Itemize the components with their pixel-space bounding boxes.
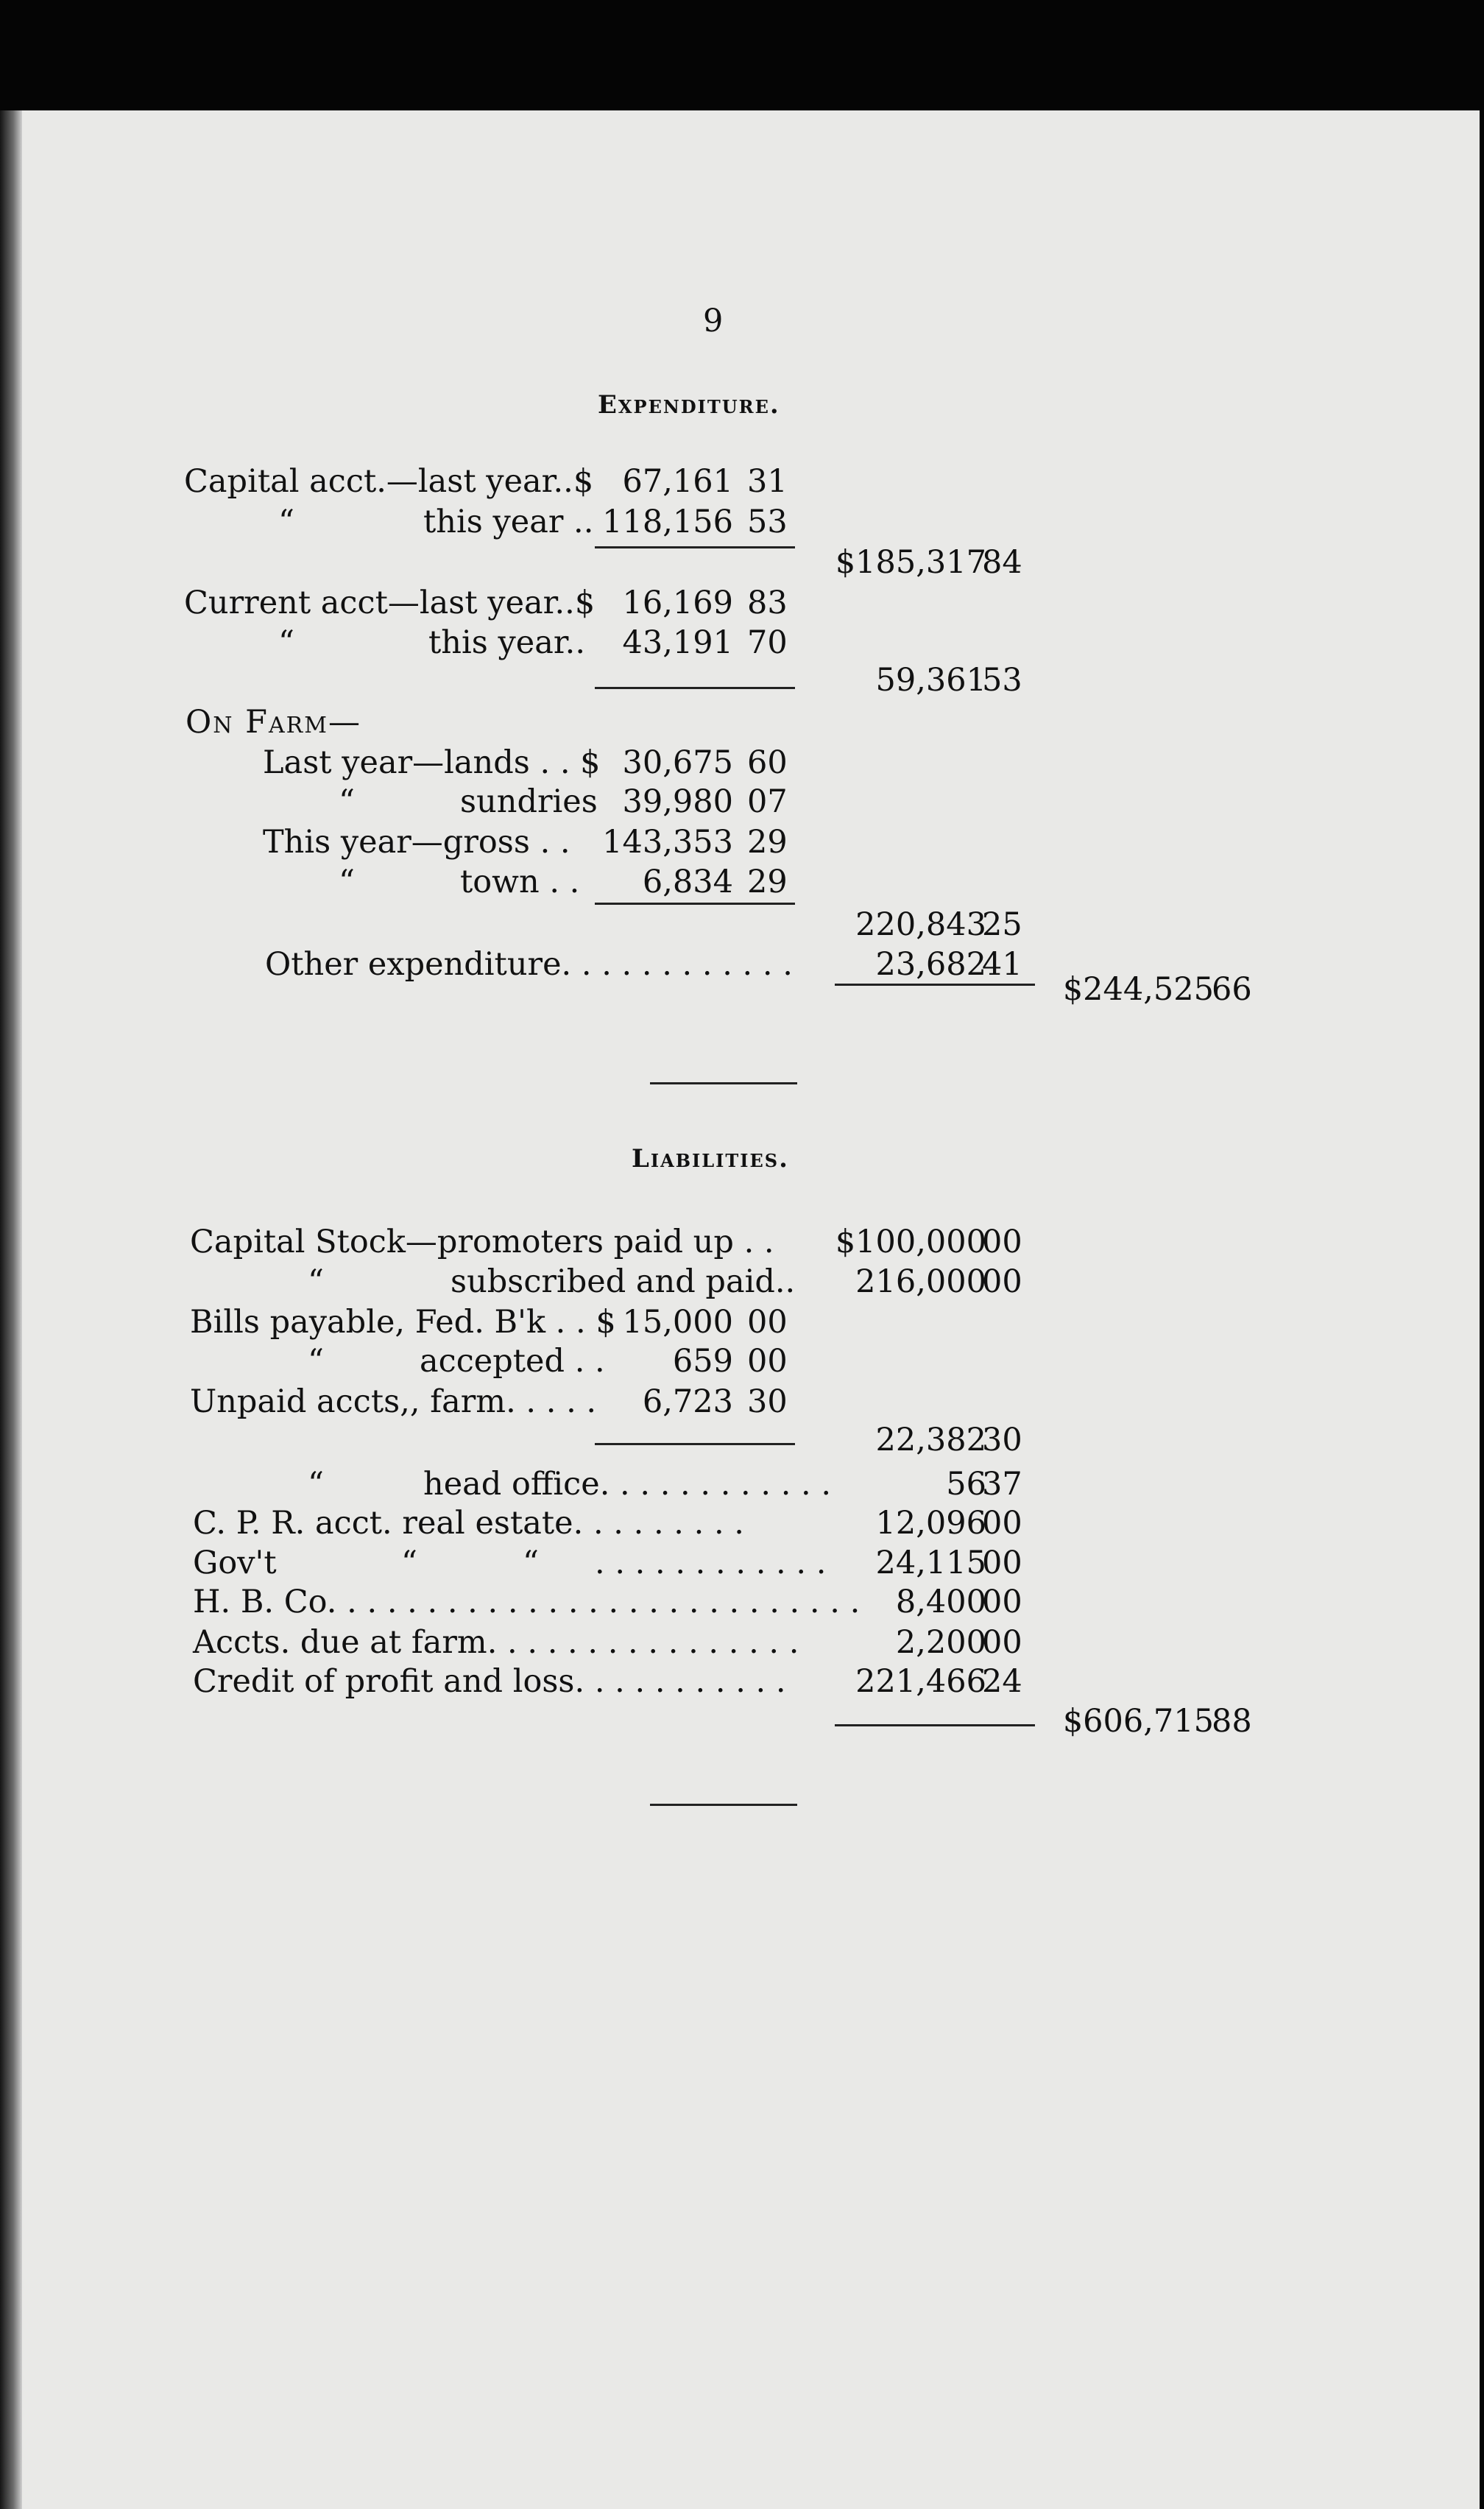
liabilities-subtotal-cents: 30	[982, 1422, 1022, 1458]
capital-last-year-cents: 31	[747, 463, 788, 500]
expenditure-heading: Expenditure.	[598, 390, 780, 420]
subscribed-cents: 00	[982, 1263, 1022, 1300]
govt-dots: . . . . . . . . . . . .	[595, 1545, 827, 1581]
farm-total-dollars: 220,843	[855, 906, 986, 943]
town-ditto: “	[339, 864, 355, 900]
town-dollars: 6,834	[642, 864, 733, 900]
closing-separator-rule	[650, 1804, 797, 1806]
hbco-dollars: 8,400	[895, 1584, 986, 1620]
current-subtotal-rule	[595, 687, 795, 689]
current-this-year-ditto: “	[278, 624, 294, 661]
unpaid-accts-label: Unpaid accts,, farm. . . . .	[190, 1383, 597, 1420]
current-this-year-dollars: 43,191	[622, 624, 733, 661]
govt-ditto-2: “	[523, 1545, 539, 1581]
cpr-real-estate-dollars: 12,096	[875, 1505, 986, 1542]
page-gutter-shadow	[0, 110, 22, 2509]
promoters-dollars: $100,000	[835, 1224, 986, 1260]
bills-payable-label: Bills payable, Fed. B'k . . $	[190, 1304, 616, 1341]
current-last-year-label: Current acct—last year..$	[184, 585, 596, 621]
capital-total-cents: 84	[982, 544, 1022, 581]
promoters-cents: 00	[982, 1224, 1022, 1260]
current-last-year-cents: 83	[747, 585, 788, 621]
accts-due-farm-cents: 00	[982, 1624, 1022, 1661]
head-office-label: head office. . . . . . . . . . . .	[423, 1466, 832, 1503]
other-expenditure-dollars: 23,682	[875, 946, 986, 983]
expenditure-grand-total-dollars: $244,525	[1062, 971, 1214, 1008]
capital-last-year-label: Capital acct.—last year..$	[184, 463, 594, 500]
govt-ditto-1: “	[401, 1545, 417, 1581]
head-office-cents: 37	[982, 1466, 1022, 1503]
capital-subtotal-rule	[595, 546, 795, 548]
sundries-cents: 07	[747, 783, 788, 820]
liabilities-subtotal-dollars: 22,382	[875, 1422, 986, 1458]
current-total-cents: 53	[982, 662, 1022, 699]
unpaid-accts-cents: 30	[747, 1383, 788, 1420]
sundries-label: sundries	[460, 783, 598, 820]
promoters-label: Capital Stock—promoters paid up . .	[190, 1224, 774, 1260]
farm-total-cents: 25	[982, 906, 1022, 943]
liabilities-heading: Liabilities.	[632, 1144, 789, 1174]
town-label: town . .	[460, 864, 580, 900]
expenditure-grand-total-cents: 66	[1212, 971, 1252, 1008]
lands-label: Last year—lands . . $	[263, 744, 601, 781]
govt-label: Gov't	[193, 1545, 277, 1581]
capital-total-dollars: $185,317	[835, 544, 986, 581]
profit-loss-label: Credit of profit and loss. . . . . . . . . . .	[193, 1663, 786, 1700]
current-this-year-cents: 70	[747, 624, 788, 661]
liabilities-subtotal-rule	[595, 1443, 795, 1445]
sundries-ditto: “	[339, 783, 355, 820]
other-expenditure-cents: 41	[982, 946, 1022, 983]
page-number: 9	[703, 303, 724, 339]
accepted-dollars: 659	[672, 1343, 733, 1380]
subscribed-label: subscribed and paid..	[451, 1263, 796, 1300]
govt-cents: 00	[982, 1545, 1022, 1581]
accts-due-farm-dollars: 2,200	[895, 1624, 986, 1661]
head-office-dollars: 56	[946, 1466, 986, 1503]
capital-this-year-label: this year ..	[423, 504, 594, 540]
unpaid-accts-dollars: 6,723	[642, 1383, 733, 1420]
gross-label: This year—gross . .	[263, 824, 570, 861]
subscribed-ditto: “	[308, 1263, 324, 1300]
other-subtotal-rule	[835, 984, 1035, 986]
profit-loss-rule	[835, 1724, 1035, 1726]
accepted-cents: 00	[747, 1343, 788, 1380]
hbco-cents: 00	[982, 1584, 1022, 1620]
accepted-ditto: “	[308, 1343, 324, 1380]
accepted-label: accepted . .	[420, 1343, 605, 1380]
hbco-label: H. B. Co. . . . . . . . . . . . . . . . . . . . . . . . . . .	[193, 1584, 861, 1620]
cpr-real-estate-cents: 00	[982, 1505, 1022, 1542]
gross-cents: 29	[747, 824, 788, 861]
on-farm-heading: On Farm—	[186, 704, 361, 741]
current-this-year-label: this year..	[428, 624, 586, 661]
subscribed-dollars: 216,000	[855, 1263, 986, 1300]
lands-dollars: 30,675	[622, 744, 733, 781]
capital-last-year-dollars: 67,161	[622, 463, 733, 500]
lands-cents: 60	[747, 744, 788, 781]
head-office-ditto: “	[308, 1466, 324, 1503]
bills-payable-cents: 00	[747, 1304, 788, 1341]
capital-this-year-dollars: 118,156	[602, 504, 733, 540]
profit-loss-dollars: 221,466	[855, 1663, 986, 1700]
town-cents: 29	[747, 864, 788, 900]
current-total-dollars: 59,361	[875, 662, 986, 699]
profit-loss-cents: 24	[982, 1663, 1022, 1700]
current-last-year-dollars: 16,169	[622, 585, 733, 621]
gross-dollars: 143,353	[602, 824, 733, 861]
liabilities-grand-total-cents: 88	[1212, 1703, 1252, 1740]
liabilities-grand-total-dollars: $606,715	[1062, 1703, 1214, 1740]
cpr-real-estate-label: C. P. R. acct. real estate. . . . . . . . .	[193, 1505, 744, 1542]
accts-due-farm-label: Accts. due at farm. . . . . . . . . . . . . . . .	[193, 1624, 799, 1661]
section-separator-rule	[650, 1082, 797, 1084]
govt-dollars: 24,115	[875, 1545, 986, 1581]
capital-this-year-ditto: “	[278, 504, 294, 540]
sundries-dollars: 39,980	[622, 783, 733, 820]
other-expenditure-label: Other expenditure. . . . . . . . . . . .	[265, 946, 793, 983]
bills-payable-dollars: 15,000	[622, 1304, 733, 1341]
capital-this-year-cents: 53	[747, 504, 788, 540]
farm-subtotal-rule	[595, 903, 795, 905]
